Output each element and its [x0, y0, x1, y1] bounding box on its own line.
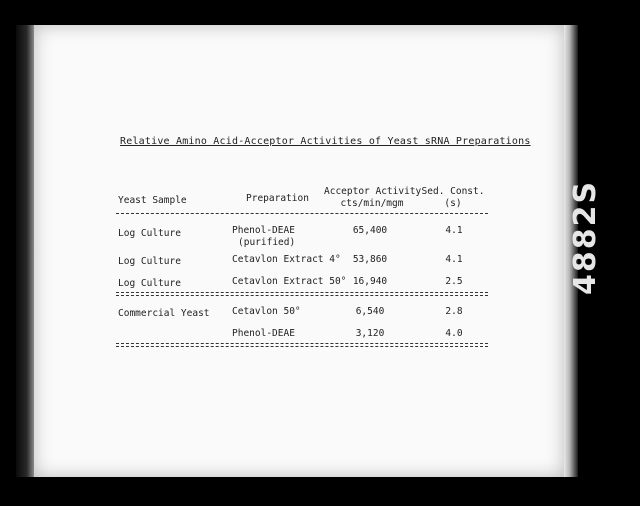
header-sed-const: Sed. Const. — [421, 186, 485, 197]
row-1-preparation: Phenol-DEAE — [232, 225, 295, 236]
film-edge-left — [16, 25, 34, 477]
row-4-sample: Commercial Yeast — [118, 308, 210, 319]
row-5-sed: 4.0 — [445, 328, 463, 339]
row-2-sample: Log Culture — [118, 256, 181, 267]
header-preparation: Preparation — [246, 193, 309, 204]
row-3-sample: Log Culture — [118, 278, 181, 289]
header-activity-units: cts/min/mgm — [340, 198, 404, 209]
header-sed-units: (s) — [444, 198, 462, 209]
table-title: Relative Amino Acid-Acceptor Activities of Yeast sRNA Preparations — [120, 136, 531, 147]
row-4-activity: 6,540 — [355, 306, 385, 317]
row-1-activity: 65,400 — [352, 225, 388, 236]
row-5-preparation: Phenol-DEAE — [232, 328, 295, 339]
row-2-preparation: Cetavlon Extract 4° — [232, 254, 341, 265]
document-sheet — [34, 25, 564, 477]
row-4-preparation: Cetavlon 50° — [232, 306, 301, 317]
row-5-activity: 3,120 — [355, 328, 385, 339]
row-3-sed: 2.5 — [445, 276, 463, 287]
header-acceptor-activity: Acceptor Activity — [324, 186, 422, 197]
section-rule — [116, 292, 488, 296]
header-yeast-sample: Yeast Sample — [118, 195, 187, 206]
row-2-activity: 53,860 — [352, 254, 388, 265]
row-3-activity: 16,940 — [352, 276, 388, 287]
row-2-sed: 4.1 — [445, 254, 463, 265]
row-3-preparation: Cetavlon Extract 50° — [232, 276, 347, 287]
header-rule — [116, 213, 488, 214]
row-1-sample: Log Culture — [118, 228, 181, 239]
film-number: 4882S — [568, 179, 603, 295]
row-1-sed: 4.1 — [445, 225, 463, 236]
row-1-preparation-note: (purified) — [238, 237, 296, 248]
row-4-sed: 2.8 — [445, 306, 463, 317]
bottom-rule — [116, 343, 488, 347]
